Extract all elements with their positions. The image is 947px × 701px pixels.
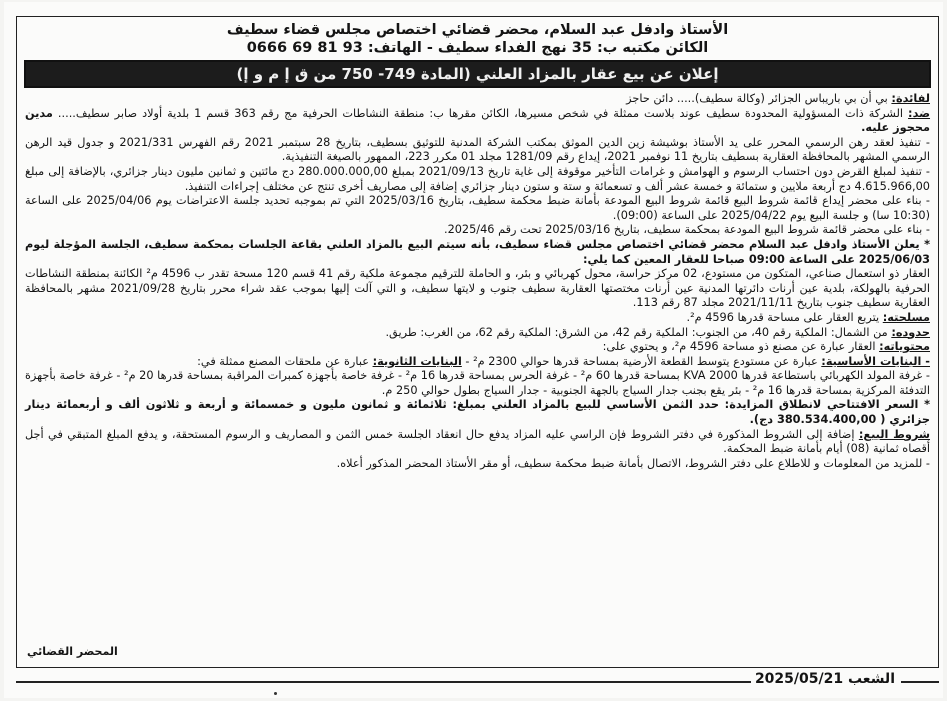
notice-body [17,88,938,471]
area-text: يتربع العقار على مساحة قدرها 4596 م². [686,310,883,324]
sale-conditions-paragraph [25,428,930,457]
mortgage-paragraph: - تنفيذ لعقد رهن الرسمي المحرر على يد الأستاذ بوشيشة زين الدين الموثق بمكتب الشركة المدنية للتوثيق بسطيف، بتاريخ 28 سبتمبر 2021 رقم الفهرس 2021/331 و جدول قيد الرهن الرسمي المشهر بالمحافظة العقارية بسطيف بتاريخ 11 نوفمبر 2021، إيداع رقم 1281/09 مجلد 01 مكرر 223، الممهور بالصيغة التنفيذية. [25,135,930,164]
scan-speck [274,692,277,695]
main-buildings-text: عبارة عن مستودع يتوسط القطعة الأرضية بمساحة قدرها حوالي 2300 م² - [461,354,822,368]
creditor-paragraph [25,92,930,107]
notice-title-banner: إعلان عن بيع عقار بالمزاد العلني (المادة 749- 750 من ق إ م و إ) [24,60,931,88]
sale-conditions-text: إضافة إلى الشروط المذكورة في دفتر الشروط فإن الراسي عليه المزاد يدفع حال انعقاد الجلسة خمس الثمن و المصاريف و الرسوم المستحقة، و يدفع المبلغ المتبقي في أجل أقصاه ثمانية (08) أيام بأمانة ضبط المحكمة. [25,427,930,456]
publication-footer [16,671,939,693]
publication-stamp: الشعب 2025/05/21 [751,671,899,687]
debtor-paragraph [25,107,930,136]
loan-amount-paragraph: - تنفيذ لمبلغ القرض دون احتساب الرسوم و الهوامش و غرامات التأخير موقوفة إلى غاية تاريخ 2021/09/13 بمبلغ 280.000.000,00 دج مائتين و ثمانين مليون دينار جزائري، بالإضافة إلى مبلغ 4.615.966,00 دج أربعة ملايين و ستمائة و خمسة عشر ألف و تسعمائة و ستة و ستون دينار جزائري إضافة إلى مصاريف أخرى تنتج عن مختلف إجراءات التنفيذ. [25,164,930,193]
creditor-label: لفائدة: [891,92,930,105]
footer-rule-left [16,681,799,683]
property-description-paragraph: العقار ذو استعمال صناعي، المتكون من مستودع، 02 مركز حراسة، محول كهربائي و بئر، و الحاملة للترقيم مجموعة ملكية رقم 41 قسم 120 مسحة تقدر ب 4596 م² الكائنة بمنطقة النشاطات الحرفية بالهولكة، بلدية عين أرنات دائرتها المدنية عين أرنات مختصتها العقارية سطيف جنوب و لايتها سطيف، و التي آلت إليها بموجب عقد شراء محرر بتاريخ 2021/09/28 مشهر بالمحافظة العقارية سطيف جنوب بتاريخ 2021/11/11 مجلد 87 رقم 113. [25,267,930,310]
contact-paragraph: - للمزيد من المعلومات و للاطلاع على دفتر الشروط، الاتصال بأمانة ضبط محكمة سطيف، أو مقر الأستاذ المحضر المذكور أعلاه. [336,456,930,470]
area-paragraph [25,311,930,326]
auction-announcement-paragraph: * يعلن الأستاذ وادفل عبد السلام محضر قضائي اختصاص مجلس قضاء سطيف، بأنه سيتم البيع بالمزاد العلني بقاعة الجلسات بمحكمة سطيف، الجلسة المؤجلة ليوم 2025/06/03 على الساعة 09:00 صباحا للعقار المعين كما يلي: [25,237,930,266]
area-label: مسلحته: [882,310,930,324]
conditions-list-paragraph: - بناء على محضر قائمة شروط البيع المودعة بمحكمة سطيف، بتاريخ 2025/03/16 تحت رقم 2025/46. [443,223,930,237]
notice-page [4,2,943,698]
footer-rule-right [901,681,939,683]
contents-label: محتوياته: [879,340,930,354]
contents-text: العقار عبارة عن مصنع ذو مساحة 4596 م²، و يحتوي على: [602,340,880,354]
buildings-paragraph [25,355,930,370]
notice-frame [16,16,939,668]
sale-conditions-label: شروط البيع: [858,427,930,441]
secondary-buildings-text: عبارة عن ملحقات المصنع ممثلة في: [197,354,373,368]
bailiff-name-line: الأستاذ وادفل عبد السلام، محضر قضائي اختصاص مجلس قضاء سطيف [226,22,729,38]
contents-paragraph [25,340,930,355]
notice-header [17,17,938,57]
boundaries-text: من الشمال: الملكية رقم 40، من الجنوب: الملكية رقم 42، من الشرق: الملكية رقم 62، من الغرب: طريق. [385,325,892,339]
bailiff-signature: المحضر القضائي [27,645,118,658]
boundaries-label: حدوده: [891,325,930,339]
secondary-buildings-label: البنايات الثانوية: [372,354,462,368]
debtor-label: ضد: [908,106,931,120]
debtor-text: الشركة ذات المسؤولية المحدودة سطيف عوند بلاست ممثلة في شخص مسيرها، الكائن مقرها ب: منطقة النشاطات الحرفية مج رقم 363 قسم 1 بلدية أولاد صابر سطيف..... [57,106,909,120]
creditor-text: بي أن بي باريباس الجزائر (وكالة سطيف)..... دائن حاجز [626,92,892,105]
office-address-line: الكائن مكتبه ب: 35 نهج الفداء سطيف - الهاتف: 93 81 69 0666 [246,40,709,56]
debtor-status: مدين محجوز عليه. [25,106,930,135]
opening-price-paragraph: * السعر الافتتاحي لانطلاق المزايدة: حدد الثمن الأساسي للبيع بالمزاد العلني بمبلغ: ثلاثمائة و ثمانون مليون و خمسمائة و أربعة و ثلاثون ألف و أربعمائة دينار جزائري ( 380.534.400,00 دج). [25,398,930,427]
annexes-paragraph: - غرفة المولد الكهربائي باستطاعة قدرها KVA 2000 بمساحة قدرها 60 م² - غرفة الحرس بمساحة قدرها 16 م² - غرفة خاصة بأجهزة كمبرات المراقبة بمساحة قدرها 20 م² - غرفة خاصة بأجهزة التدفئة المركزية بمساحة قدرها 16 م² - بئر يقع بجنب جدار السياج بالجهة الجنوبية - جدار السياج بطول حوالي 250 م. [25,369,930,397]
boundaries-paragraph [25,326,930,341]
main-buildings-label: - البنايات الأساسية: [821,354,930,368]
conditions-deposit-paragraph: - بناء على محضر إيداع قائمة شروط البيع قائمة شروط البيع المودعة بأمانة ضبط محكمة سطيف، بتاريخ 2025/03/16 التي تم بموجبه تحديد جلسة الاعتراضات يوم 2025/04/06 على الساعة (10:30 سا) و جلسة البيع يوم 2025/04/22 على الساعة (09:00). [25,194,930,222]
